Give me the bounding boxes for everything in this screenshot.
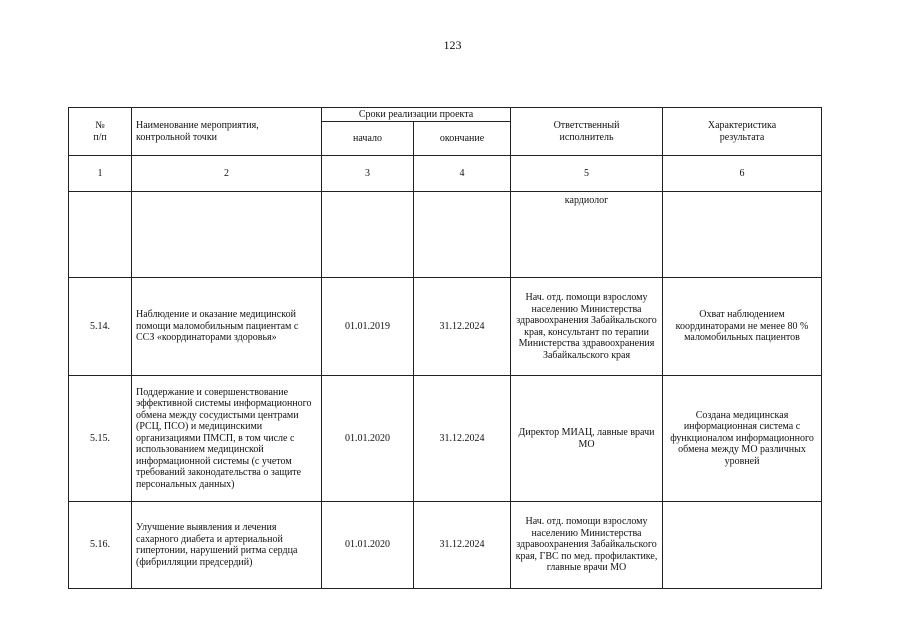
row-activity-name: Улучшение выявления и лечения сахарного диабета и артериальной гипертонии, нарушений ритма сердца (фибрилляции предсердий)	[132, 502, 322, 589]
row-number: 5.15.	[69, 376, 132, 502]
col-number-2: 2	[132, 156, 322, 192]
row-result	[663, 502, 822, 589]
row-end-date: 31.12.2024	[414, 502, 511, 589]
header-number: № п/п	[69, 108, 132, 156]
header-responsible: Ответственный исполнитель	[511, 108, 663, 156]
col-number-6: 6	[663, 156, 822, 192]
table-row	[69, 278, 822, 376]
header-activity-name: Наименование мероприятия, контрольной точки	[132, 108, 322, 156]
row-number	[69, 192, 132, 278]
col-number-3: 3	[322, 156, 414, 192]
row-result: Охват наблюдением координаторами не менее 80 % маломобильных пациентов	[663, 278, 822, 376]
row-activity-name: Поддержание и совершенствование эффективной системы информационного обмена между сосудистыми центрами (РСЦ, ПСО) и медицинскими организациями ПМСП, в том числе с использованием медицинской информационной системы (с учетом требований законодательства о защите персональных данных)	[132, 376, 322, 502]
row-start-date	[322, 192, 414, 278]
row-start-date: 01.01.2019	[322, 278, 414, 376]
row-number: 5.16.	[69, 502, 132, 589]
row-activity-name	[132, 192, 322, 278]
table-row	[69, 376, 822, 502]
row-activity-name: Наблюдение и оказание медицинской помощи маломобильным пациентам с ССЗ «координаторами здоровья»	[132, 278, 322, 376]
header-start: начало	[322, 122, 414, 156]
row-end-date	[414, 192, 511, 278]
col-number-4: 4	[414, 156, 511, 192]
col-number-5: 5	[511, 156, 663, 192]
row-responsible: Нач. отд. помощи взрослому населению Министерства здравоохранения Забайкальского края, консультант по терапии Министерства здравоохранения Забайкальского края	[511, 278, 663, 376]
row-number: 5.14.	[69, 278, 132, 376]
row-start-date: 01.01.2020	[322, 502, 414, 589]
table-header-row	[69, 108, 822, 122]
column-number-row	[69, 156, 822, 192]
row-end-date: 31.12.2024	[414, 376, 511, 502]
row-result	[663, 192, 822, 278]
activity-plan-table	[68, 107, 822, 589]
header-end: окончание	[414, 122, 511, 156]
row-responsible: Нач. отд. помощи взрослому населению Министерства здравоохранения Забайкальского края, ГВС по мед. профилактике, главные врачи МО	[511, 502, 663, 589]
header-result: Характеристика результата	[663, 108, 822, 156]
table-row	[69, 502, 822, 589]
page-number: 123	[443, 38, 462, 52]
header-timeframe-group: Сроки реализации проекта	[322, 108, 511, 122]
row-responsible: Директор МИАЦ, лавные врачи МО	[511, 376, 663, 502]
table-row	[69, 192, 822, 278]
row-start-date: 01.01.2020	[322, 376, 414, 502]
col-number-1: 1	[69, 156, 132, 192]
row-result: Создана медицинская информационная система с функционалом информационного обмена между МО различных уровней	[663, 376, 822, 502]
row-responsible: кардиолог	[511, 192, 663, 278]
row-end-date: 31.12.2024	[414, 278, 511, 376]
